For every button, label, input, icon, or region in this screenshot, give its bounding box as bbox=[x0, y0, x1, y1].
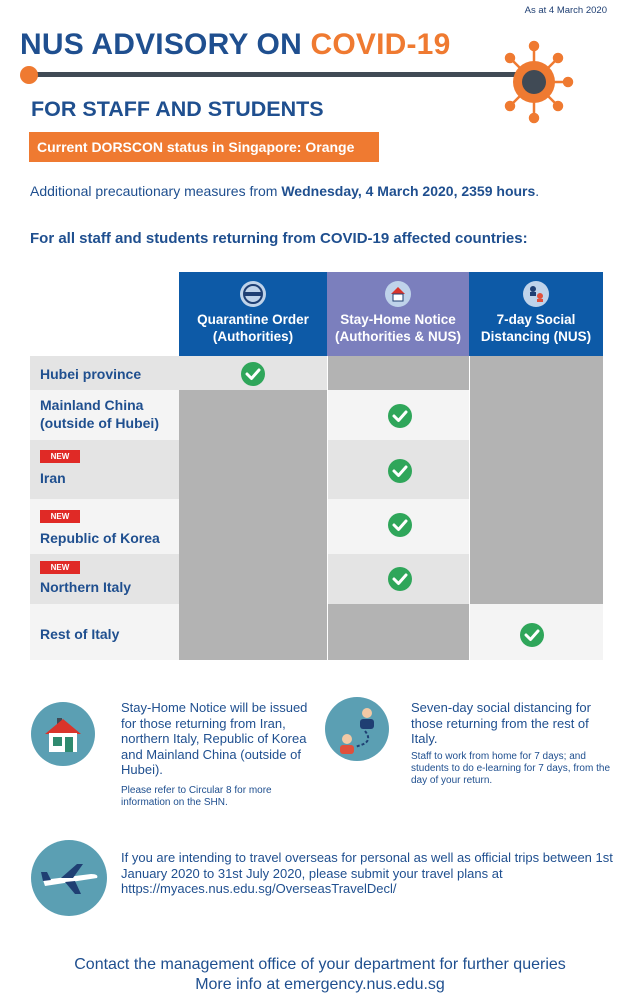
advisory-table bbox=[30, 272, 603, 660]
grey-block-sd bbox=[469, 356, 603, 604]
row-label-iran bbox=[40, 469, 66, 487]
col-header-shn-line2: (Authorities & NUS) bbox=[335, 329, 461, 344]
check-icon bbox=[388, 513, 412, 537]
grey-block-shn-rest-italy bbox=[327, 604, 469, 660]
col-header-quarantine bbox=[179, 272, 327, 356]
col-divider bbox=[327, 356, 328, 660]
title-part1: NUS ADVISORY ON bbox=[20, 28, 311, 61]
virus-icon bbox=[492, 40, 576, 124]
col-header-sd bbox=[469, 272, 603, 356]
row-label-northern-italy-text: Northern Italy bbox=[40, 579, 132, 595]
house-icon bbox=[385, 281, 411, 307]
quarantine-stamp-icon bbox=[240, 281, 266, 307]
col-header-quarantine-line2: (Authorities) bbox=[212, 329, 294, 344]
check-icon bbox=[388, 459, 412, 483]
new-badge: NEW bbox=[40, 510, 80, 523]
title-underline bbox=[28, 72, 528, 77]
title-part2: COVID-19 bbox=[310, 28, 451, 61]
row-label-northern-italy bbox=[40, 578, 131, 596]
col-divider bbox=[469, 356, 470, 660]
page-title bbox=[20, 28, 450, 62]
sd-info-text: Seven-day social distancing for those returning from the rest of Italy. bbox=[411, 700, 591, 746]
new-badge: NEW bbox=[40, 561, 80, 574]
table-heading: For all staff and students returning from COVID-19 affected countries: bbox=[30, 230, 528, 247]
measures-date: Wednesday, 4 March 2020, 2359 hours bbox=[281, 183, 536, 199]
row-label-hubei-text: Hubei province bbox=[40, 366, 142, 382]
measures-prefix: Additional precautionary measures from bbox=[30, 183, 282, 199]
row-label-mainland-line2: (outside of Hubei) bbox=[40, 415, 159, 431]
new-badge: NEW bbox=[40, 450, 80, 463]
shn-info-note: Please refer to Circular 8 for more information on the SHN. bbox=[121, 785, 272, 808]
row-label-korea bbox=[40, 529, 160, 547]
title-dot bbox=[20, 66, 38, 84]
row-label-mainland-line1: Mainland China bbox=[40, 397, 144, 413]
measures-suffix: . bbox=[535, 183, 540, 199]
check-icon bbox=[241, 362, 265, 386]
col-header-shn bbox=[327, 272, 469, 356]
check-icon bbox=[388, 404, 412, 428]
subtitle: FOR STAFF AND STUDENTS bbox=[31, 97, 324, 121]
col-header-shn-line1: Stay-Home Notice bbox=[340, 312, 456, 327]
grey-block-quarantine bbox=[179, 390, 327, 660]
travel-info-text: If you are intending to travel overseas for personal as well as official trips between 1st January 2020 to 31st July 2020, please submit your travel plans at https://myaces.nus.edu.sg/OverseasTravelDecl/ bbox=[121, 850, 613, 896]
footer-contact: Contact the management office of your department for further queries bbox=[74, 956, 566, 973]
row-label-rest-italy-text: Rest of Italy bbox=[40, 626, 120, 642]
row-label-korea-text: Republic of Korea bbox=[40, 530, 160, 546]
people-distancing-icon bbox=[523, 281, 549, 307]
col-header-sd-line1: 7-day Social bbox=[496, 312, 576, 327]
check-icon bbox=[388, 567, 412, 591]
airplane-icon bbox=[31, 840, 107, 916]
row-label-rest-italy bbox=[40, 625, 119, 643]
shn-info-text: Stay-Home Notice will be issued for those returning from Iran, northern Italy, Republic of Korea and Mainland China (outside of Hubei). bbox=[121, 700, 308, 777]
col-header-sd-line2: Distancing (NUS) bbox=[480, 329, 592, 344]
grey-block-shn-hubei bbox=[327, 356, 469, 390]
sd-info-note: Staff to work from home for 7 days; and students to do e-learning for 7 days, from the day of your return. bbox=[411, 751, 610, 786]
row-label-iran-text: Iran bbox=[40, 470, 66, 486]
people-distancing-icon bbox=[325, 697, 389, 761]
row-label-mainland bbox=[40, 396, 159, 432]
footer-more-info: More info at emergency.nus.edu.sg bbox=[195, 976, 445, 993]
measures-text bbox=[30, 183, 539, 199]
check-icon bbox=[520, 623, 544, 647]
col-header-quarantine-line1: Quarantine Order bbox=[197, 312, 309, 327]
as-at-date: As at 4 March 2020 bbox=[524, 5, 607, 16]
house-icon bbox=[31, 702, 95, 766]
row-label-hubei bbox=[40, 365, 141, 383]
dorscon-status-banner: Current DORSCON status in Singapore: Orange bbox=[29, 132, 379, 162]
